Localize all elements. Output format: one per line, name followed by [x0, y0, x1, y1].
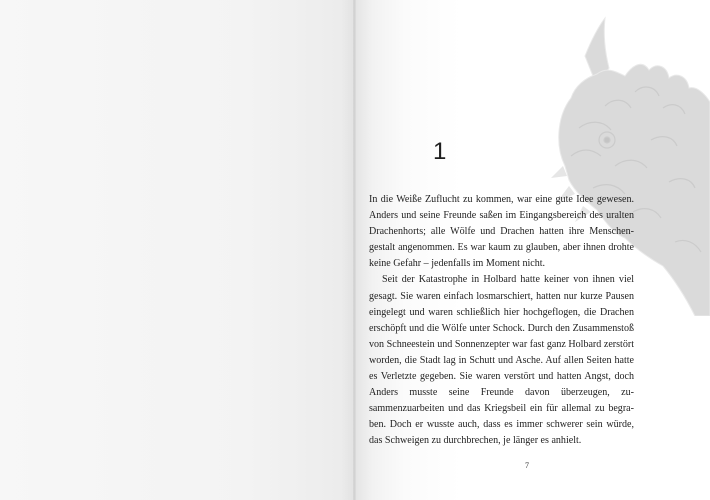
chapter-number: 1 — [433, 138, 447, 165]
chapter-body-text — [369, 192, 634, 450]
paragraph-1: In die Weiße Zuflucht zu kommen, war eine gute Idee gewesen. Anders und seine Freunde saßen im Eingangsbereich des uralten Drachenhorts; alle Wölfe und Drachen hatten ihre Menschengestalt angenommen. Es war kaum zu glauben, aber ihnen drohte keine Gefahr – jedenfalls im Moment nicht. — [369, 194, 634, 270]
book-gutter — [353, 0, 356, 500]
paragraph-2: Seit der Katastrophe in Holbard hatte keiner von ihnen viel gesagt. Sie waren einfach losmarschiert, hatten nur kurze Pausen eingelegt und waren schließlich hier hochgeflogen, die Drachen erschöpft und die Wölfe unter Schock. Durch den Zusammenstoß von Schneestein und Sonnenzepter war fast ganz Holbard zerstört worden, die Stadt lag in Schutt und Asche. Auf allen Seiten hatte es Verletzte gegeben. Sie waren verstört und hatten Angst, doch Anders musste seine Freunde davon überzeugen, zusammenzuarbeiten und das Kriegsbeil ein für allemal zu begraben. Doch er wusste auch, dass es immer schwerer sein würde, das Schweigen zu durchbrechen, je länger es anhielt. — [369, 274, 634, 447]
page-number: 7 — [525, 461, 529, 470]
right-page — [355, 0, 710, 500]
